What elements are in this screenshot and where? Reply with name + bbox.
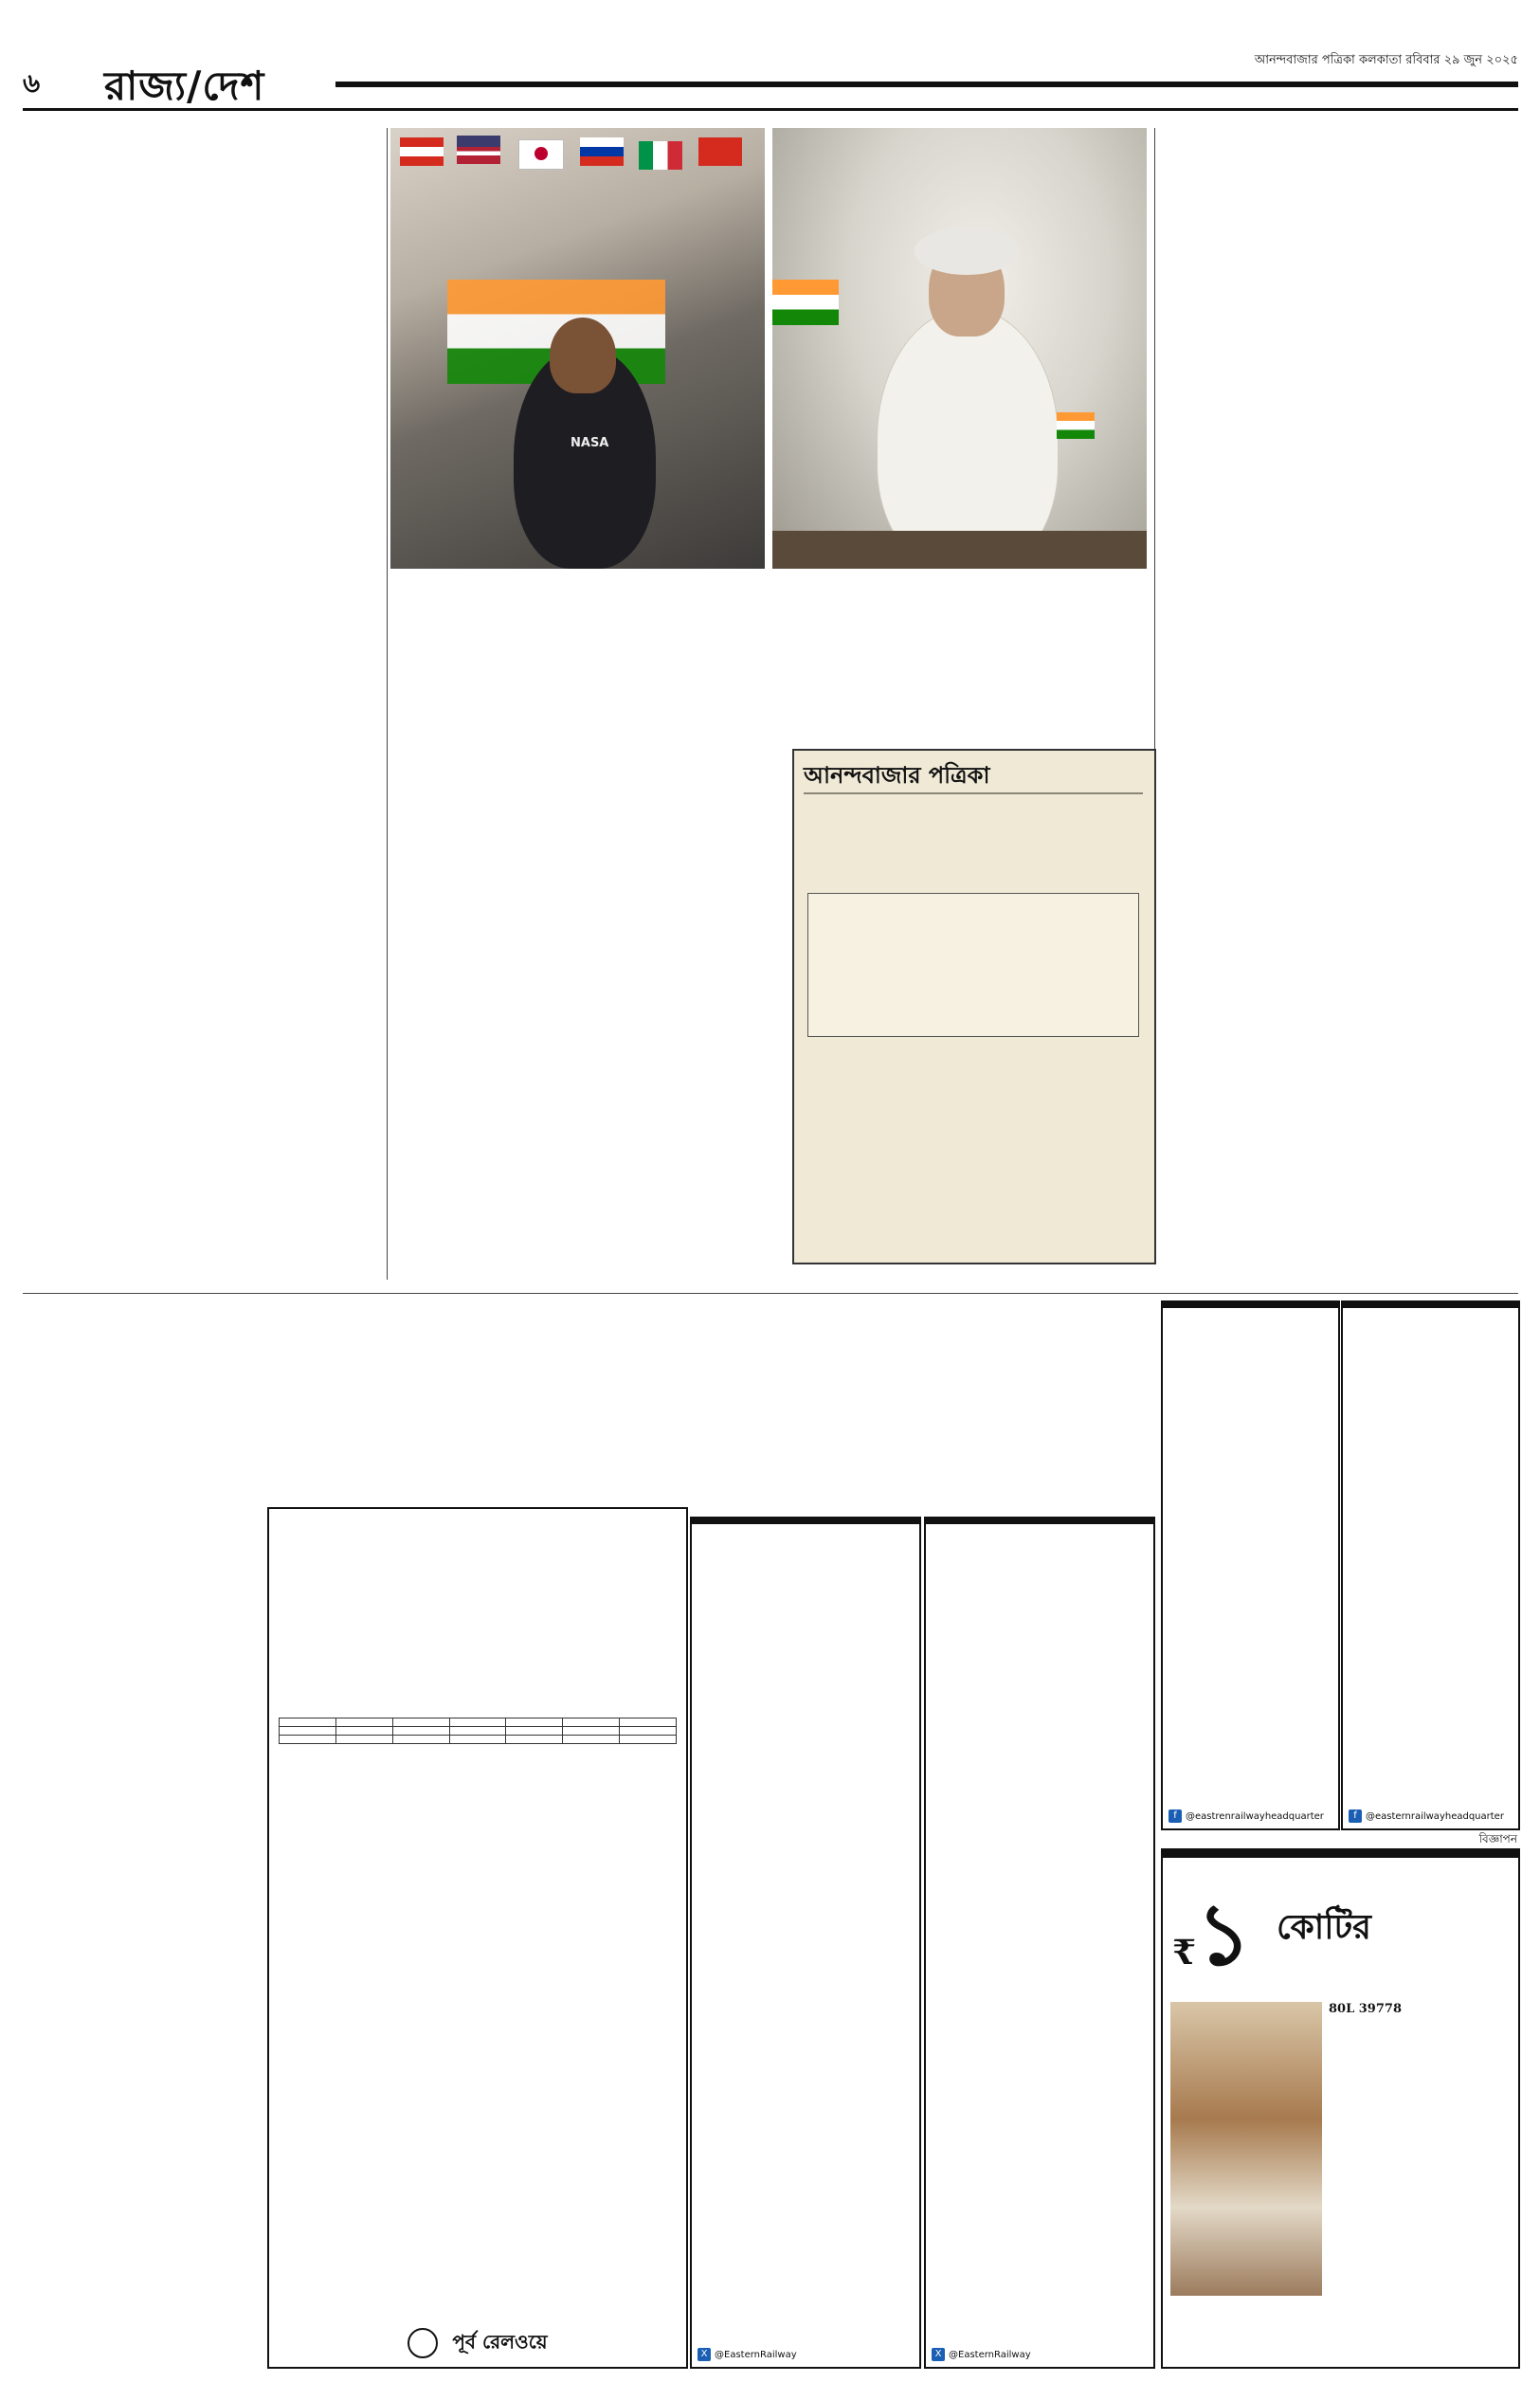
photo-caption — [390, 573, 1149, 608]
masthead — [23, 55, 1518, 111]
special-survey-body — [23, 1306, 260, 2292]
table-header — [620, 1718, 677, 1727]
flag-icon — [639, 141, 682, 170]
story-shubhanshu-body — [597, 796, 787, 1280]
special-survey — [23, 1300, 260, 2372]
desk — [772, 531, 1147, 569]
lottery-amount-unit: কোটির — [1277, 1907, 1371, 1947]
lottery-body — [1329, 2023, 1509, 2298]
page-number: ৬ — [23, 67, 41, 99]
tender-social: X @EasternRailway — [932, 2348, 1031, 2361]
section-title: রাজ্য/দেশ — [104, 63, 265, 109]
lottery-amount: ₹১ — [1172, 1884, 1252, 1985]
flag-icon — [400, 137, 444, 166]
lottery-date-line — [1170, 2301, 1512, 2358]
story-chappal-body — [1161, 1105, 1516, 1247]
tender-notice — [924, 1517, 1155, 2369]
recruitment-ad-footer — [269, 1744, 686, 2040]
table-header — [563, 1718, 620, 1727]
table-row — [280, 1727, 677, 1736]
clipping-rule — [804, 792, 1143, 794]
tender-notice — [1161, 1300, 1340, 1830]
table-header — [335, 1718, 392, 1727]
desk-flag-icon — [1057, 412, 1095, 439]
archive-clipping — [792, 749, 1156, 1264]
table-header — [506, 1718, 563, 1727]
clipping-paper-name: আনন্দবাজার পত্রিকা — [804, 761, 990, 789]
story-tmc-nrc — [23, 128, 383, 1280]
column-divider — [387, 128, 388, 1280]
table-row — [280, 1736, 677, 1744]
facebook-icon: f — [1169, 1809, 1182, 1823]
tender-body — [692, 1524, 919, 2313]
story-tmc-nrc-body — [23, 141, 383, 1089]
section-rule — [23, 1293, 1518, 1294]
iss-photo — [390, 128, 765, 569]
table-header — [392, 1718, 449, 1727]
nasa-watermark: NASA — [571, 436, 609, 450]
indian-flag-icon — [772, 280, 839, 325]
recruitment-ad-intro — [269, 1517, 686, 1718]
winner-photo — [1170, 2002, 1322, 2296]
astronaut-face — [550, 318, 616, 393]
masthead-rule — [335, 82, 1518, 87]
pm-figure — [877, 308, 1059, 569]
table-header — [449, 1718, 506, 1727]
lottery-ad — [1161, 1848, 1520, 2369]
recruitment-ad-table — [279, 1718, 677, 1744]
x-icon: X — [698, 2348, 711, 2361]
ad-label: বিজ্ঞাপন — [1478, 1832, 1517, 1846]
flag-icon — [698, 137, 742, 166]
flag-icon — [457, 136, 500, 164]
facebook-icon: f — [1349, 1809, 1362, 1823]
flag-icon — [518, 139, 564, 170]
clipping-caption — [792, 1265, 1152, 1294]
clipping-body — [807, 1045, 1137, 1253]
recruitment-ad — [267, 1507, 688, 2369]
flag-icon — [580, 137, 624, 166]
lottery-banner — [1163, 1850, 1518, 1858]
tender-social: X @EasternRailway — [698, 2348, 797, 2361]
x-icon: X — [932, 2348, 945, 2361]
table-header — [280, 1718, 336, 1727]
lottery-ticket-number: 80L 39778 — [1329, 2002, 1402, 2016]
pm-photo — [772, 128, 1147, 569]
railway-logo-icon — [408, 2328, 438, 2358]
tender-notice — [1341, 1300, 1520, 1830]
tender-body — [1163, 1308, 1338, 1774]
clipping-boxed-headline — [807, 893, 1139, 1037]
pm-hair — [915, 227, 1019, 275]
tender-body — [926, 1524, 1153, 2313]
tender-body — [1343, 1308, 1518, 1774]
recruitment-ad-railway: পূর্ব রেলওয়ে — [269, 2328, 686, 2360]
tender-notice — [690, 1517, 921, 2369]
tender-social: f @eastrenrailwayheadquarter — [1169, 1809, 1324, 1823]
story-chappal — [1161, 1098, 1516, 1287]
dateline: আনন্দবাজার পত্রিকা কলকাতা রবিবার ২৯ জুন ২০২৫ — [1247, 51, 1518, 71]
tender-social: f @easternrailwayheadquarter — [1349, 1809, 1504, 1823]
